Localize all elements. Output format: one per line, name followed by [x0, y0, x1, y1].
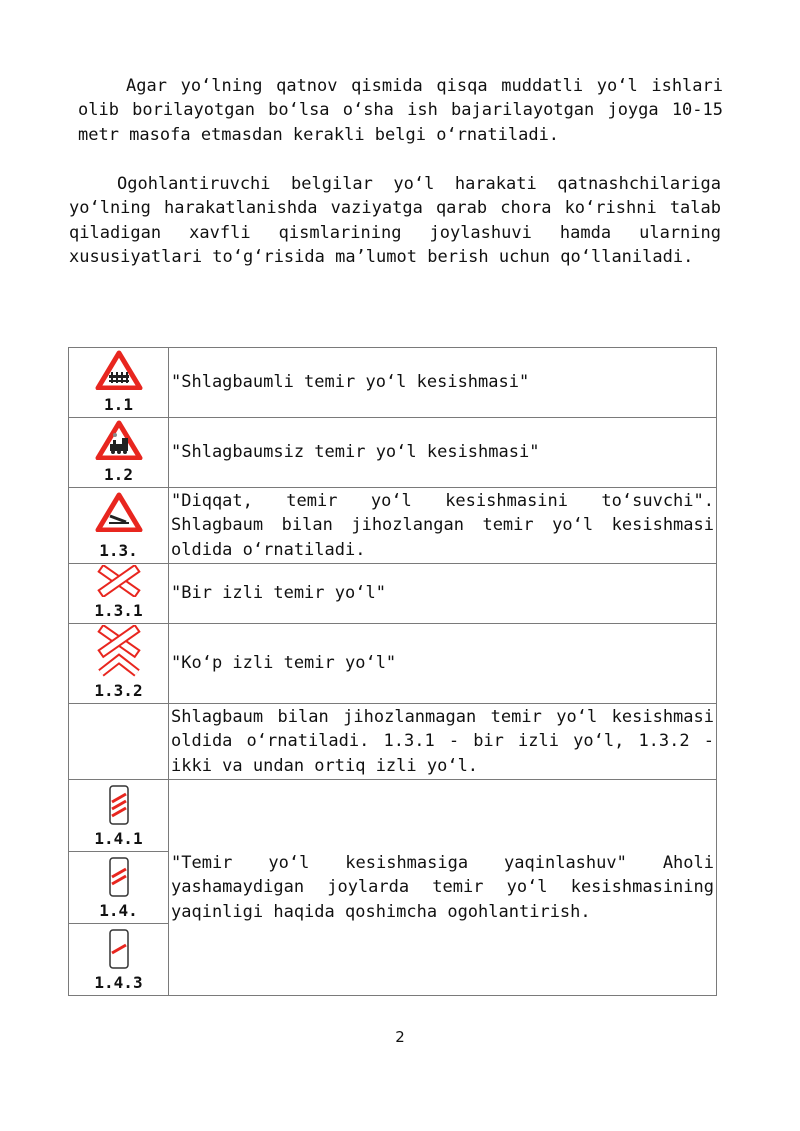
two-stripe-approach-icon [69, 856, 168, 903]
sign-description: "Temir yo‘l kesishmasiga yaqinlashuv" Aholi yashamaydigan joylarda temir yo‘l kesishmasining yaqinligi haqida qoshimcha ogohlantirish. [169, 780, 717, 996]
sign-description: "Shlagbaumsiz temir yo‘l kesishmasi" [169, 418, 717, 488]
warning-signs-paragraph: Ogohlantiruvchi belgilar yo‘l harakati qatnashchilariga yo‘lning harakatlanishda vaziyatga qarab chora ko‘rishni talab qiladigan xavfli qismlarining joylashuvi hamda ularning xususiyatlari to‘g‘risida ma’lumot berish uchun qo‘llaniladi. [69, 174, 721, 267]
sign-number: 1.3.1 [94, 601, 143, 620]
sign-cell [69, 488, 169, 564]
sign-description: "Diqqat, temir yo‘l kesishmasini to‘suvchi". Shlagbaum bilan jihozlangan temir yo‘l kesishmasi oldida o‘rnatiladi. [169, 488, 717, 564]
sign-number: 1.4.1 [94, 829, 143, 848]
sign-number: 1.4.3 [94, 973, 143, 992]
one-stripe-approach-icon [69, 928, 168, 975]
table-row [69, 780, 717, 852]
sign-cell-empty [69, 704, 169, 780]
train-approach-warning-icon [69, 492, 168, 537]
locomotive-crossing-warning-icon [69, 420, 168, 465]
sign-cell [69, 924, 169, 996]
table-row [69, 704, 717, 780]
sign-number: 1.4. [99, 901, 138, 920]
page-number: 2 [395, 1028, 405, 1046]
table-row [69, 488, 717, 564]
sign-cell [69, 348, 169, 418]
sign-cell [69, 564, 169, 624]
three-stripe-approach-icon [69, 784, 168, 831]
sign-description: "Shlagbaumli temir yo‘l kesishmasi" [169, 348, 717, 418]
intro-paragraph: Agar yo‘lning qatnov qismida qisqa muddatli yo‘l ishlari olib borilayotgan bo‘lsa o‘sha ish bajarilayotgan joyga 10-15 metr masofa etmasdan kerakli belgi o‘rnatiladi. [78, 76, 723, 145]
sign-number: 1.2 [104, 465, 133, 484]
barrier-crossing-warning-icon [69, 350, 168, 395]
signs-table [68, 347, 717, 996]
single-track-cross-icon [69, 565, 168, 602]
sign-description: "Bir izli temir yo‘l" [169, 564, 717, 624]
sign-description: "Ko‘p izli temir yo‘l" [169, 624, 717, 704]
sign-description: Shlagbaum bilan jihozlanmagan temir yo‘l kesishmasi oldida o‘rnatiladi. 1.3.1 - bir izli yo‘l, 1.3.2 - ikki va undan ortiq izli yo‘l. [169, 704, 717, 780]
table-row [69, 564, 717, 624]
sign-number: 1.3. [99, 541, 138, 560]
table-row [69, 418, 717, 488]
sign-cell [69, 624, 169, 704]
sign-cell [69, 852, 169, 924]
table-row [69, 348, 717, 418]
sign-number: 1.1 [104, 395, 133, 414]
sign-number: 1.3.2 [94, 681, 143, 700]
multi-track-cross-icon [69, 625, 168, 682]
sign-cell [69, 780, 169, 852]
sign-cell [69, 418, 169, 488]
table-row [69, 624, 717, 704]
